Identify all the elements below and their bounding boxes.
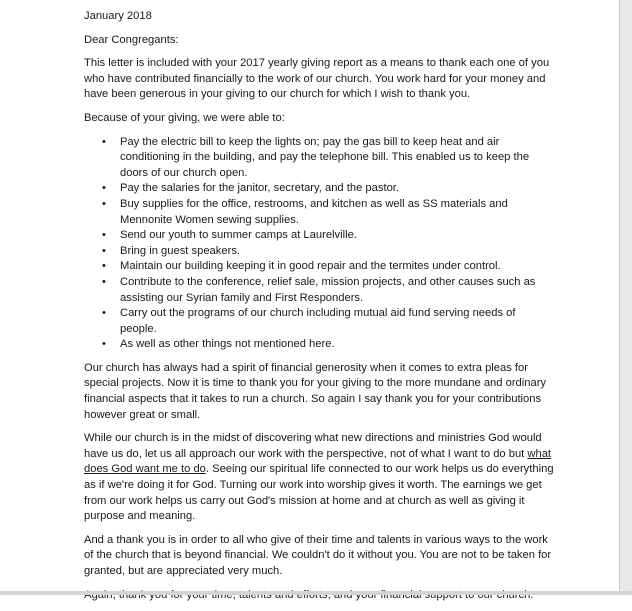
bullet-icon: • xyxy=(102,229,106,242)
bullet-icon: • xyxy=(102,260,106,273)
list-item xyxy=(84,337,554,353)
page-edge-shadow xyxy=(619,0,632,595)
list-item-text: Pay the salaries for the janitor, secretary, and the pastor. xyxy=(120,182,400,195)
direction-paragraph xyxy=(84,431,554,525)
list-item xyxy=(84,306,554,337)
list-item-text: Carry out the programs of our church including mutual aid fund serving needs of people. xyxy=(120,307,516,335)
bullet-icon: • xyxy=(102,244,106,257)
list-item-text: Pay the electric bill to keep the lights on; pay the gas bill to keep heat and air conditioning in the building, and pay the telephone bill. This enabled us to keep the doors of our church open. xyxy=(120,135,530,179)
list-item-text: Maintain our building keeping it in good repair and the termites under control. xyxy=(120,260,501,273)
underlined-phrase: what does God want me to do xyxy=(84,447,552,476)
bullet-icon: • xyxy=(102,182,106,195)
list-item xyxy=(84,135,554,182)
bullet-icon: • xyxy=(102,338,106,351)
direction-text-end: . Seeing our spiritual life connected to our work helps us do everything as if we're doing it for God. Turning our work into worship gives it worth. The earnings we get from our work helps us carry out God's mission at home and at church as well as giving it purpose and meaning. xyxy=(84,463,554,523)
list-item xyxy=(84,181,554,197)
direction-text-start: While our church is in the midst of discovering what new directions and ministries God would have us do, let us all approach our work with the perspective, not of what I want to do but xyxy=(84,432,542,460)
list-item-text: Bring in guest speakers. xyxy=(120,244,241,257)
list-item-text: As well as other things not mentioned here. xyxy=(120,338,335,351)
list-item xyxy=(84,259,554,275)
salutation: Dear Congregants: xyxy=(84,33,179,46)
generosity-paragraph: Our church has always had a spirit of financial generosity when it comes to extra pleas for special projects. Now it is time to thank you for your giving to the more mundane and ordinary financial aspects that it takes to run a church. So again I say thank you for your contributions however great or small. xyxy=(84,361,547,421)
letter-body xyxy=(84,9,554,611)
closing-paragraph xyxy=(84,588,554,604)
because-line: Because of your giving, we were able to: xyxy=(84,111,285,124)
thanks-paragraph: And a thank you is in order to all who give of their time and talents in various ways to the work of the church that is beyond financial. We couldn't do it without you. You are not to be taken for granted, but are appreciated very much. xyxy=(84,533,552,577)
bullet-icon: • xyxy=(102,275,106,288)
list-item-text: Send our youth to summer camps at Laurelville. xyxy=(120,229,357,242)
list-item xyxy=(84,197,554,228)
list-item xyxy=(84,228,554,244)
bullet-icon: • xyxy=(102,135,106,148)
intro-paragraph: This letter is included with your 2017 yearly giving report as a means to thank each one of you who have contributed financially to the work of our church. You work hard for your money and have been generous in your giving to our church for which I wish to thank you. xyxy=(84,57,550,101)
bullet-icon: • xyxy=(102,197,106,210)
list-item xyxy=(84,244,554,260)
list-item-text: Contribute to the conference, relief sale, mission projects, and other causes such as assisting our Syrian family and First Responders. xyxy=(120,275,536,304)
letter-date: January 2018 xyxy=(84,10,152,22)
giving-uses-list xyxy=(84,135,554,353)
list-item-text: Buy supplies for the office, restrooms, and kitchen as well as SS materials and Mennonite Women sewing supplies. xyxy=(120,197,508,226)
list-item xyxy=(84,275,554,306)
bullet-icon: • xyxy=(102,307,106,320)
page-bottom-edge xyxy=(0,591,632,595)
